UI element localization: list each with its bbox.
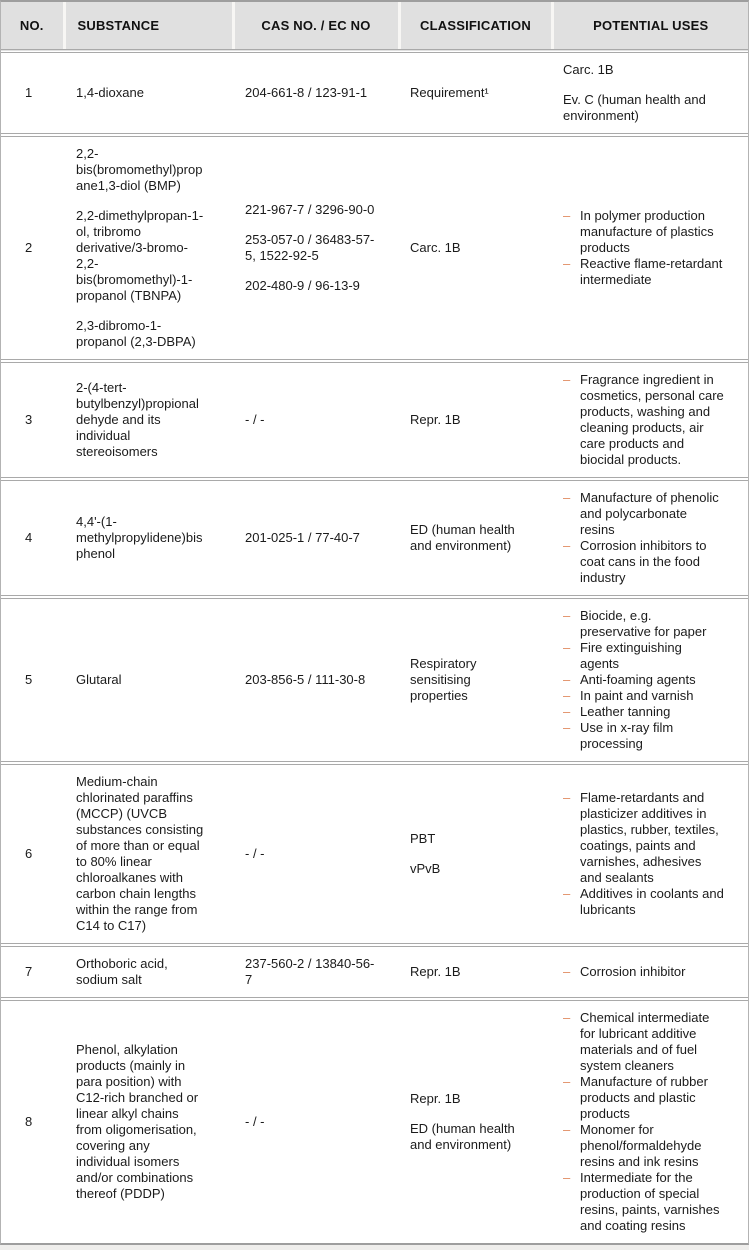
- text-paragraph: - / -: [245, 1114, 265, 1129]
- cell-no: [1, 597, 64, 763]
- cell-substance: [64, 51, 233, 135]
- cell-no: [1, 945, 64, 999]
- text-paragraph: 204-661-8 / 123-91-1: [245, 85, 368, 100]
- use-bullet-item: [563, 208, 740, 256]
- bullet-dash-icon: –: [563, 372, 571, 387]
- table-header: [1, 2, 748, 51]
- table-row: [1, 135, 748, 361]
- table-row: [1, 763, 748, 945]
- text-paragraph: - / -: [245, 412, 265, 427]
- text-paragraph: Repr. 1B: [410, 964, 461, 979]
- bullet-dash-icon: –: [563, 720, 571, 735]
- bullet-dash-icon: –: [563, 886, 571, 901]
- cell-potential-uses: [552, 597, 748, 763]
- row-number: 6: [25, 846, 33, 861]
- bullet-dash-icon: –: [563, 640, 571, 655]
- text-paragraph: vPvB: [410, 861, 441, 876]
- text-paragraph: 237-560-2 / 13840-56-7: [245, 956, 375, 987]
- cell-potential-uses: [552, 479, 748, 597]
- use-text-paragraph: Carc. 1B: [563, 62, 614, 77]
- cell-potential-uses: [552, 945, 748, 999]
- use-text: Fragrance ingredient in cosmetics, personal care products, washing and cleaning products, air care products and biocidal products.: [580, 372, 724, 467]
- text-paragraph: 202-480-9 / 96-13-9: [245, 278, 360, 293]
- bullet-dash-icon: –: [563, 1122, 571, 1137]
- bullet-dash-icon: –: [563, 964, 571, 979]
- bullet-dash-icon: –: [563, 672, 571, 687]
- text-paragraph: Repr. 1B: [410, 412, 461, 427]
- cell-classification: [399, 135, 552, 361]
- bullet-dash-icon: –: [563, 1074, 571, 1089]
- text-paragraph: Orthoboric acid, sodium salt: [76, 956, 168, 987]
- bullet-dash-icon: –: [563, 1170, 571, 1185]
- cell-substance: [64, 479, 233, 597]
- text-paragraph: 1,4-dioxane: [76, 85, 144, 100]
- cell-classification: [399, 361, 552, 479]
- use-text: Corrosion inhibitors to coat cans in the food industry: [580, 538, 707, 585]
- cell-cas: [233, 361, 399, 479]
- cell-classification: [399, 51, 552, 135]
- text-paragraph: 4,4'-(1-methylpropylidene)bisphenol: [76, 514, 203, 561]
- bullet-dash-icon: –: [563, 208, 571, 223]
- cell-cas: [233, 135, 399, 361]
- use-bullet-item: [563, 256, 740, 288]
- use-bullet-item: [563, 372, 740, 468]
- use-text: Additives in coolants and lubricants: [580, 886, 724, 917]
- use-text: Fire extinguishing agents: [580, 640, 682, 671]
- cell-cas: [233, 51, 399, 135]
- text-paragraph: ED (human health and environment): [410, 522, 515, 553]
- table-row: [1, 945, 748, 999]
- cell-cas: [233, 999, 399, 1243]
- text-paragraph: ED (human health and environment): [410, 1121, 515, 1152]
- row-number: 8: [25, 1114, 33, 1129]
- row-number: 5: [25, 672, 33, 687]
- use-bullet-item: [563, 886, 740, 918]
- text-paragraph: Repr. 1B: [410, 1091, 461, 1106]
- cell-substance: [64, 945, 233, 999]
- use-text: Use in x-ray film processing: [580, 720, 674, 751]
- bullet-dash-icon: –: [563, 538, 571, 553]
- use-bullet-item: [563, 672, 740, 688]
- row-number: 4: [25, 530, 33, 545]
- use-text: Corrosion inhibitor: [580, 964, 686, 979]
- text-paragraph: Glutaral: [76, 672, 122, 687]
- bullet-dash-icon: –: [563, 790, 571, 805]
- use-text: Anti-foaming agents: [580, 672, 696, 687]
- cell-no: [1, 51, 64, 135]
- text-paragraph: 2,3-dibromo-1-propanol (2,3-DBPA): [76, 318, 196, 349]
- use-bullet-item: [563, 790, 740, 886]
- use-text: In paint and varnish: [580, 688, 694, 703]
- use-bullet-item: [563, 1170, 740, 1234]
- use-bullet-item: [563, 704, 740, 720]
- use-bullet-item: [563, 688, 740, 704]
- cell-classification: [399, 999, 552, 1243]
- table-row: [1, 479, 748, 597]
- column-header-no: NO.: [1, 2, 64, 51]
- use-text: Manufacture of phenolic and polycarbonate resins: [580, 490, 719, 537]
- cell-cas: [233, 597, 399, 763]
- table-row: [1, 999, 748, 1243]
- cell-cas: [233, 763, 399, 945]
- cell-potential-uses: [552, 51, 748, 135]
- text-paragraph: 201-025-1 / 77-40-7: [245, 530, 360, 545]
- use-text: In polymer production manufacture of plastics products: [580, 208, 714, 255]
- column-header-classification: CLASSIFICATION: [399, 2, 552, 51]
- use-bullet-item: [563, 490, 740, 538]
- use-bullet-item: [563, 1010, 740, 1074]
- row-number: 3: [25, 412, 33, 427]
- bullet-dash-icon: –: [563, 490, 571, 505]
- cell-substance: [64, 763, 233, 945]
- text-paragraph: 2,2-bis(bromomethyl)propane1,3-diol (BMP): [76, 146, 203, 193]
- cell-substance: [64, 135, 233, 361]
- row-number: 2: [25, 240, 33, 255]
- cell-classification: [399, 763, 552, 945]
- cell-cas: [233, 945, 399, 999]
- use-text: Biocide, e.g. preservative for paper: [580, 608, 707, 639]
- use-text-paragraph: Ev. C (human health and environment): [563, 92, 706, 123]
- cell-potential-uses: [552, 361, 748, 479]
- substances-table: [1, 2, 748, 1243]
- use-bullet-item: [563, 538, 740, 586]
- use-text: Chemical intermediate for lubricant additive materials and of fuel system cleaners: [580, 1010, 710, 1073]
- cell-classification: [399, 945, 552, 999]
- use-text: Flame-retardants and plasticizer additives in plastics, rubber, textiles, coatings, paints and varnishes, adhesives and sealants: [580, 790, 719, 885]
- use-text: Intermediate for the production of special resins, paints, varnishes and coating resins: [580, 1170, 720, 1233]
- text-paragraph: 203-856-5 / 111-30-8: [245, 672, 366, 687]
- column-header-cas-ec: CAS NO. / EC NO: [233, 2, 399, 51]
- cell-classification: [399, 597, 552, 763]
- text-paragraph: Requirement¹: [410, 85, 489, 100]
- cell-no: [1, 135, 64, 361]
- bullet-dash-icon: –: [563, 1010, 571, 1025]
- text-paragraph: Carc. 1B: [410, 240, 461, 255]
- bullet-dash-icon: –: [563, 704, 571, 719]
- cell-classification: [399, 479, 552, 597]
- cell-substance: [64, 999, 233, 1243]
- cell-cas: [233, 479, 399, 597]
- text-paragraph: PBT: [410, 831, 436, 846]
- use-text: Reactive flame-retardant intermediate: [580, 256, 723, 287]
- cell-no: [1, 763, 64, 945]
- use-bullet-item: [563, 640, 740, 672]
- table-header-row: [1, 2, 748, 51]
- bullet-dash-icon: –: [563, 688, 571, 703]
- text-paragraph: Respiratory sensitising properties: [410, 656, 477, 703]
- bullet-dash-icon: –: [563, 608, 571, 623]
- text-paragraph: 221-967-7 / 3296-90-0: [245, 202, 375, 217]
- row-number: 7: [25, 964, 33, 979]
- table-body: [1, 51, 748, 1243]
- text-paragraph: 2,2-dimethylpropan-1-ol, tribromo derivative/3-bromo-2,2-bis(bromomethyl)-1-propanol (TBNPA): [76, 208, 204, 303]
- column-header-potential-uses: POTENTIAL USES: [552, 2, 748, 51]
- use-bullet-item: [563, 720, 740, 752]
- use-text: Leather tanning: [580, 704, 671, 719]
- cell-potential-uses: [552, 763, 748, 945]
- cell-substance: [64, 361, 233, 479]
- use-text: Manufacture of rubber products and plastic products: [580, 1074, 708, 1121]
- cell-potential-uses: [552, 135, 748, 361]
- text-paragraph: 2-(4-tert-butylbenzyl)propionaldehyde and its individual stereoisomers: [76, 380, 199, 459]
- text-paragraph: - / -: [245, 846, 265, 861]
- use-text: Monomer for phenol/formaldehyde resins and ink resins: [580, 1122, 702, 1169]
- cell-substance: [64, 597, 233, 763]
- use-bullet-item: [563, 964, 740, 980]
- column-header-substance: SUBSTANCE: [64, 2, 233, 51]
- text-paragraph: Phenol, alkylation products (mainly in para position) with C12-rich branched or linear alkyl chains from oligomerisation, covering any individual isomers and/or combinations thereof (PDDP): [76, 1042, 199, 1201]
- cell-potential-uses: [552, 999, 748, 1243]
- text-paragraph: 253-057-0 / 36483-57-5, 1522-92-5: [245, 232, 375, 263]
- table-row: [1, 597, 748, 763]
- text-paragraph: Medium-chain chlorinated paraffins (MCCP) (UVCB substances consisting of more than or equal to 80% linear chloroalkanes with carbon chain lengths within the range from C14 to C17): [76, 774, 204, 933]
- cell-no: [1, 361, 64, 479]
- use-bullet-item: [563, 1074, 740, 1122]
- cell-no: [1, 479, 64, 597]
- use-bullet-item: [563, 1122, 740, 1170]
- bullet-dash-icon: –: [563, 256, 571, 271]
- use-bullet-item: [563, 608, 740, 640]
- cell-no: [1, 999, 64, 1243]
- row-number: 1: [25, 85, 33, 100]
- table-row: [1, 361, 748, 479]
- table-row: [1, 51, 748, 135]
